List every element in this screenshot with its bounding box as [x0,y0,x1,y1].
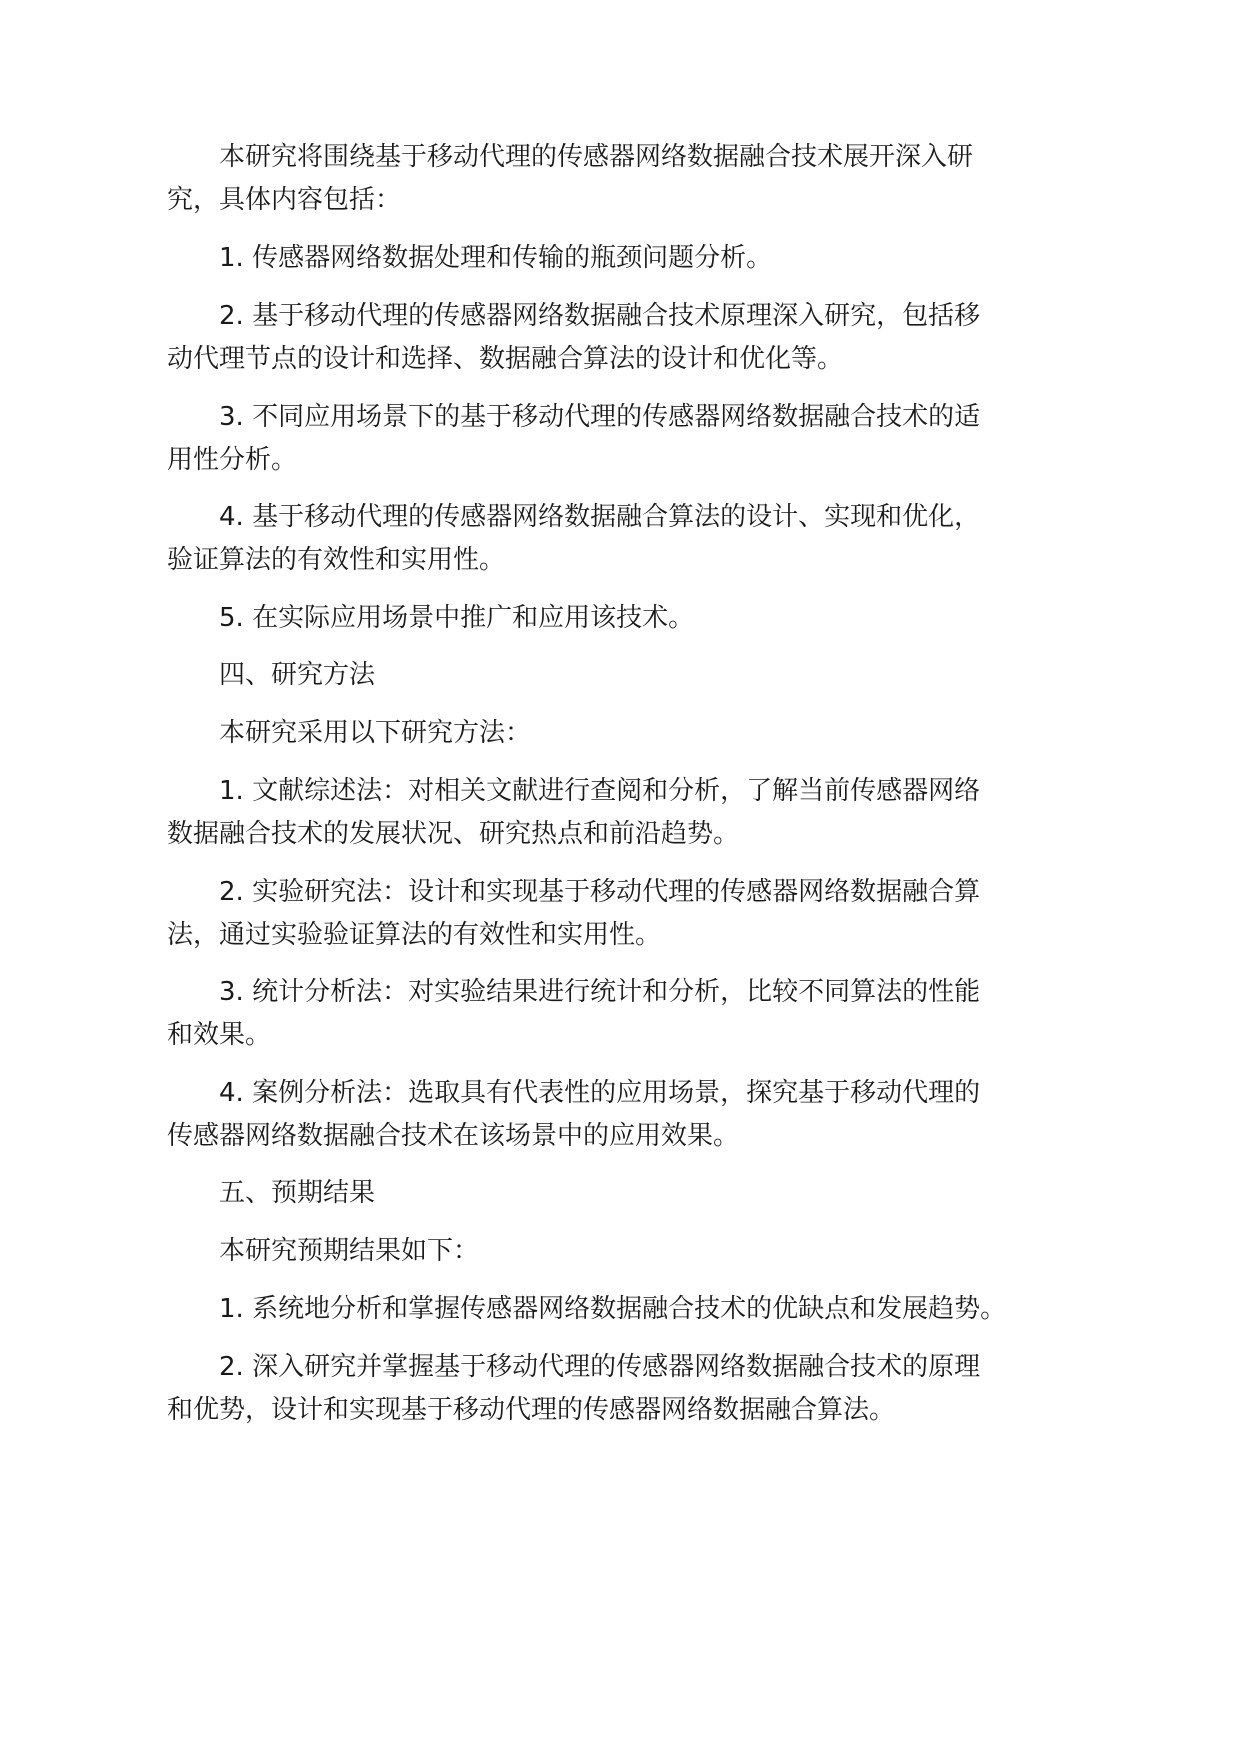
list-item-line: 4. 案例分析法：选取具有代表性的应用场景，探究基于移动代理的 [219,1078,981,1108]
paragraph-line: 本研究采用以下研究方法： [219,718,532,748]
section-heading: 五、预期结果 [219,1178,376,1208]
list-item-line: 2. 实验研究法：设计和实现基于移动代理的传感器网络数据融合算 [219,877,981,907]
list-item-line: 数据融合技术的发展状况、研究热点和前沿趋势。 [167,819,740,849]
list-item-line: 和效果。 [167,1020,272,1050]
list-item-line: 4. 基于移动代理的传感器网络数据融合算法的设计、实现和优化， [219,502,981,532]
list-item-line: 和优势，设计和实现基于移动代理的传感器网络数据融合算法。 [167,1395,896,1425]
list-item-line: 用性分析。 [167,445,298,475]
list-item-line: 法，通过实验验证算法的有效性和实用性。 [167,920,662,950]
list-item-line: 1. 传感器网络数据处理和传输的瓶颈问题分析。 [219,243,773,273]
paragraph-line: 本研究预期结果如下： [219,1236,480,1266]
list-item-line: 传感器网络数据融合技术在该场景中的应用效果。 [167,1121,740,1151]
paragraph-1-line-1: 本研究将围绕基于移动代理的传感器网络数据融合技术展开深入研 [219,142,974,172]
list-item-line: 1. 系统地分析和掌握传感器网络数据融合技术的优缺点和发展趋势。 [219,1294,1007,1324]
section-heading: 四、研究方法 [219,660,376,690]
list-item-line: 2. 基于移动代理的传感器网络数据融合技术原理深入研究，包括移 [219,301,981,331]
list-item-line: 2. 深入研究并掌握基于移动代理的传感器网络数据融合技术的原理 [219,1352,981,1382]
list-item-line: 动代理节点的设计和选择、数据融合算法的设计和优化等。 [167,344,844,374]
list-item-line: 验证算法的有效性和实用性。 [167,545,506,575]
list-item-line: 5. 在实际应用场景中推广和应用该技术。 [219,603,695,633]
list-item-line: 1. 文献综述法：对相关文献进行查阅和分析，了解当前传感器网络 [219,776,981,806]
paragraph-1-line-2: 究，具体内容包括： [167,185,402,215]
list-item-line: 3. 统计分析法：对实验结果进行统计和分析，比较不同算法的性能 [219,977,981,1007]
list-item-line: 3. 不同应用场景下的基于移动代理的传感器网络数据融合技术的适 [219,402,981,432]
